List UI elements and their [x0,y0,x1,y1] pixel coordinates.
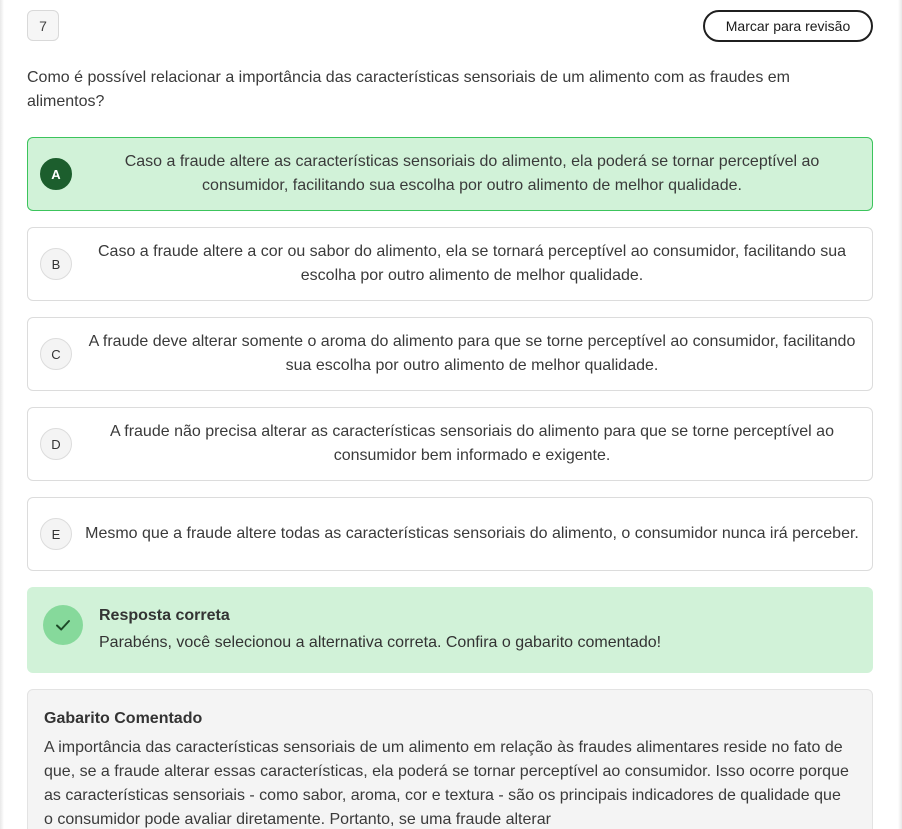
right-edge-shadow [898,0,902,829]
option-b[interactable] [27,227,873,301]
option-text-c: A fraude deve alterar somente o aroma do alimento para que se torne perceptível ao consumidor, facilitando sua escolha por outro alimento de melhor qualidade. [88,333,856,374]
answer-commentary-panel [27,689,873,829]
option-e[interactable] [27,497,873,571]
commentary-text: A importância das características sensoriais de um alimento em relação às fraudes alimentares reside no fato de que, se a fraude alterar essas características, ela poderá se tornar perceptível ao consumidor. Isso ocorre porque as características sensoriais - como sabor, aroma, cor e textura - são os principais indicadores de qualidade que o consumidor pode avaliar diretamente. Portanto, se uma fraude alterar [44,739,849,828]
option-d[interactable] [27,407,873,481]
option-letter-a: A [40,158,72,190]
option-text-a: Caso a fraude altere as características sensoriais do alimento, ela poderá se tornar perceptível ao consumidor, facilitando sua escolha por outro alimento de melhor qualidade. [124,153,820,194]
result-message: Parabéns, você selecionou a alternativa correta. Confira o gabarito comentado! [99,634,662,651]
left-edge-shadow [0,0,4,829]
correct-answer-banner [27,587,873,673]
question-number-badge: 7 [27,10,59,41]
option-text-b: Caso a fraude altere a cor ou sabor do alimento, ela se tornará perceptível ao consumidor, facilitando sua escolha por outro alimento de melhor qualidade. [98,243,846,284]
commentary-title: Gabarito Comentado [44,710,203,727]
option-letter-c: C [40,338,72,370]
option-text-d: A fraude não precisa alterar as características sensoriais do alimento para que se torne perceptível ao consumidor bem informado e exigente. [110,423,834,464]
option-letter-b: B [40,248,72,280]
option-a[interactable] [27,137,873,211]
option-c[interactable] [27,317,873,391]
option-letter-d: D [40,428,72,460]
check-icon [43,605,83,645]
question-text: Como é possível relacionar a importância das características sensoriais de um alimento com as fraudes em alimentos? [27,69,790,110]
option-letter-e: E [40,518,72,550]
result-title: Resposta correta [99,607,230,624]
mark-for-review-button[interactable]: Marcar para revisão [703,10,873,42]
option-text-e: Mesmo que a fraude altere todas as características sensoriais do alimento, o consumidor nunca irá perceber. [85,525,859,542]
